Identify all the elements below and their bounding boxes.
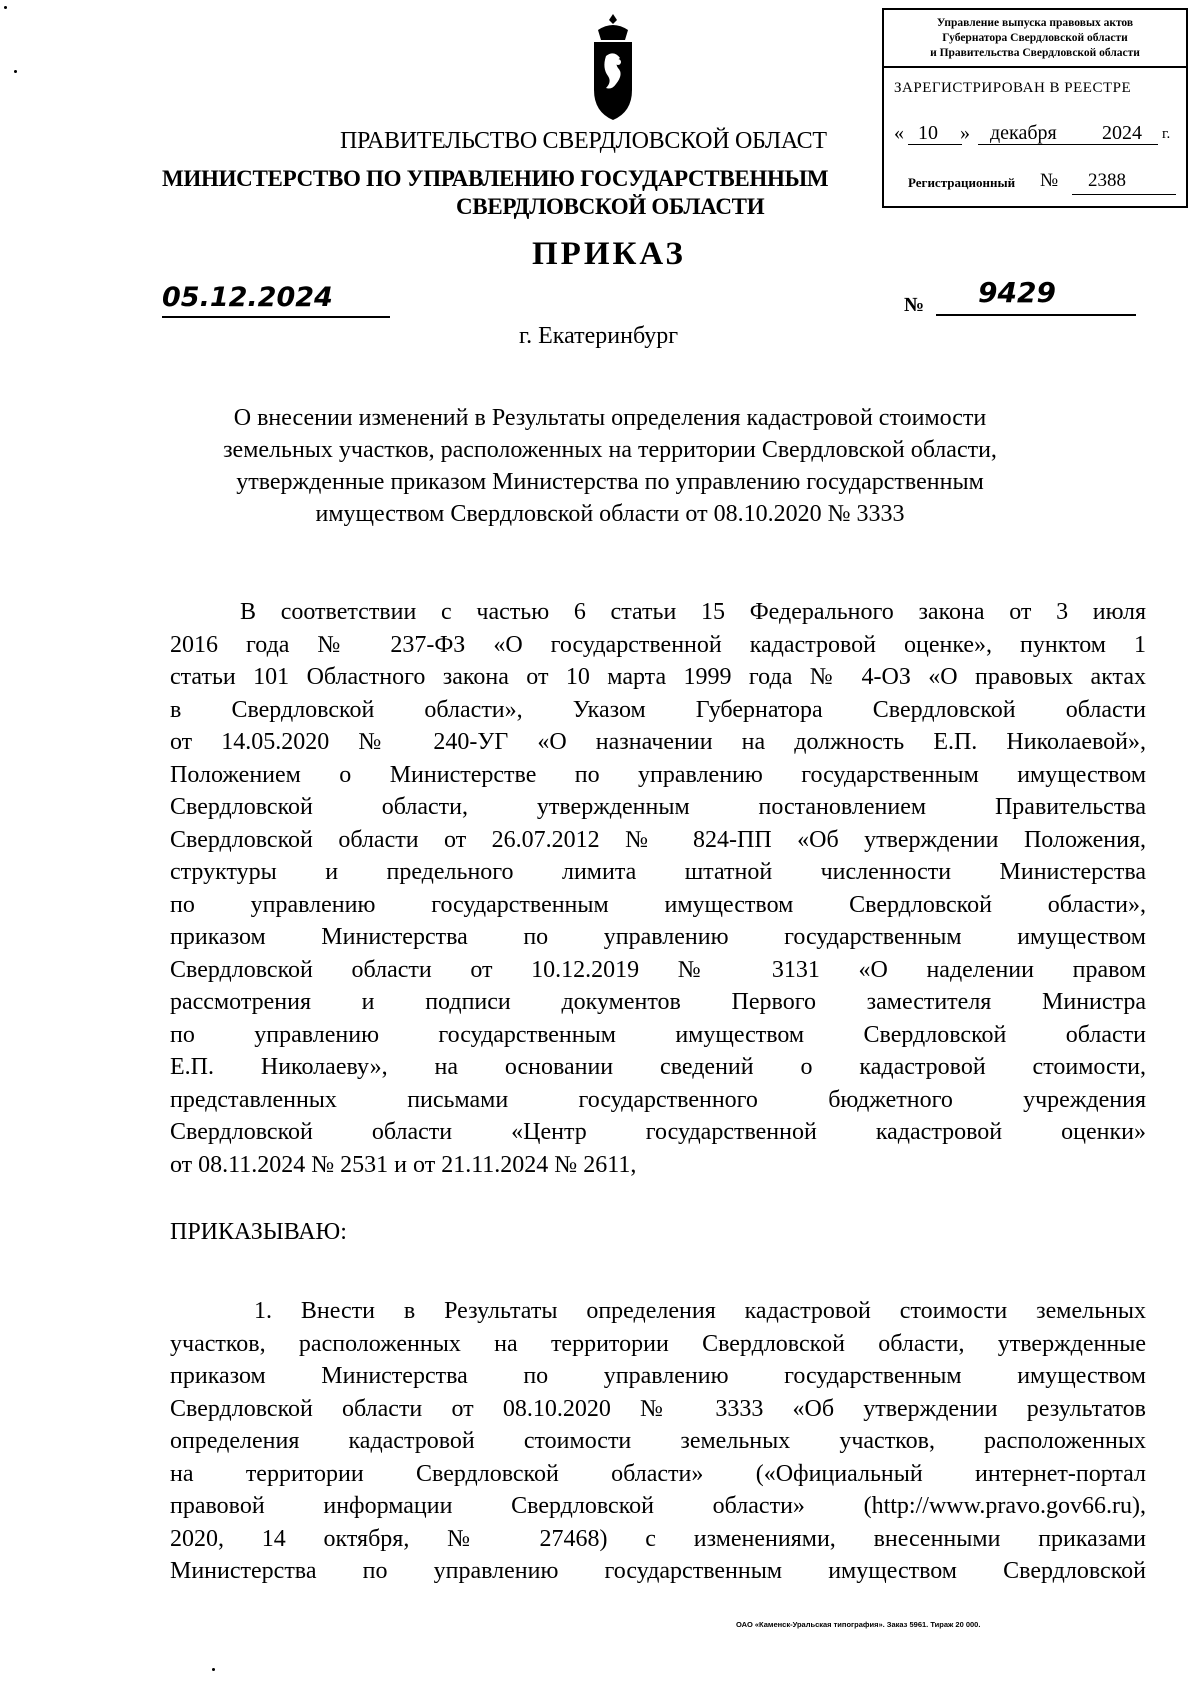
handwritten-order-number: 9429 [936, 276, 1136, 316]
handwritten-date: 05.12.2024 [162, 282, 390, 318]
stamp-registered-text: ЗАРЕГИСТРИРОВАН В РЕЕСТРЕ [894, 80, 1132, 96]
stamp-date [894, 122, 1184, 146]
stamp-issuer-line: Губернатора Свердловской области [942, 32, 1128, 44]
orders-word: ПРИКАЗЫВАЮ: [170, 1219, 347, 1245]
scan-speck [212, 1668, 215, 1671]
preamble-line: по управлению государственным имуществом Свердловской области [170, 1021, 1146, 1048]
printer-imprint: ОАО «Каменск-Уральская типография». Заказ 5961. Тираж 20 000. [736, 1620, 981, 1629]
item-1-line: приказом Министерства по управлению государственным имуществом [170, 1363, 1146, 1389]
preamble-paragraph [170, 596, 1146, 1181]
stamp-regnum-underline [1072, 170, 1176, 195]
subject-line: земельных участков, расположенных на территории Свердловской области, [223, 437, 997, 463]
preamble-line: представленных письмами государственного бюджетного учреждения [170, 1086, 1146, 1113]
coat-of-arms-icon [584, 12, 642, 122]
order-number-label: № [904, 294, 925, 316]
preamble-line: Е.П. Николаеву», на основании сведений о кадастровой стоимости, [170, 1054, 1146, 1080]
city: г. Екатеринбург [519, 323, 679, 349]
subject-line: имуществом Свердловской области от 08.10.2020 № 3333 [315, 501, 905, 527]
stamp-year-underline [1094, 122, 1158, 145]
preamble-line: статьи 101 Областного закона от 10 марта 1999 года № 4-ОЗ «О правовых актах [170, 664, 1146, 690]
item-1-line: Министерства по управлению государственным имуществом Свердловской [170, 1558, 1146, 1584]
stamp-issuer [884, 16, 1186, 61]
stamp-date-open-quote: « [894, 122, 904, 144]
preamble-line: Свердловской области, утвержденным постановлением Правительства [170, 794, 1146, 820]
document-type-title: ПРИКАЗ [532, 236, 686, 272]
preamble-line: В соответствии с частью 6 статьи 15 Федерального закона от 3 июля [240, 599, 1146, 625]
stamp-regnum-label: Регистрационный [908, 175, 1016, 190]
stamp-date-year-suffix: г. [1162, 126, 1171, 142]
preamble-line: рассмотрения и подписи документов Первого заместителя Министра [170, 989, 1146, 1015]
item-1-line: 2020, 14 октября, № 27468) с изменениями, внесенными приказами [170, 1525, 1146, 1552]
preamble-line: по управлению государственным имуществом Свердловской области», [170, 891, 1146, 918]
ministry-title-line2: СВЕРДЛОВСКОЙ ОБЛАСТИ [456, 194, 765, 219]
item-1-line: правовой информации Свердловской области» (http://www.pravo.gov66.ru), [170, 1493, 1146, 1519]
preamble-line: Положением о Министерстве по управлению государственным имуществом [170, 761, 1146, 788]
subject-line: утвержденные приказом Министерства по управлению государственным [236, 469, 984, 495]
stamp-date-day: 10 [918, 122, 938, 144]
stamp-month-underline [978, 122, 1094, 145]
government-title: ПРАВИТЕЛЬСТВО СВЕРДЛОВСКОЙ ОБЛАСТ [340, 128, 827, 154]
item-1-line: Свердловской области от 08.10.2020 № 3333 «Об утверждении результатов [170, 1395, 1146, 1422]
preamble-line: от 08.11.2024 № 2531 и от 21.11.2024 № 2611, [170, 1151, 637, 1178]
preamble-line: в Свердловской области», Указом Губернатора Свердловской области [170, 696, 1146, 723]
preamble-line: структуры и предельного лимита штатной численности Министерства [170, 859, 1146, 885]
ministry-title-line1: МИНИСТЕРСТВО ПО УПРАВЛЕНИЮ ГОСУДАРСТВЕННЫМ [162, 166, 829, 191]
stamp-divider [884, 66, 1186, 68]
preamble-line: от 14.05.2020 № 240-УГ «О назначении на должность Е.П. Николаевой», [170, 729, 1146, 755]
preamble-line: приказом Министерства по управлению государственным имуществом [170, 924, 1146, 950]
item-1-line: 1. Внести в Результаты определения кадастровой стоимости земельных [254, 1298, 1146, 1324]
scan-speck [14, 70, 17, 73]
order-subject [190, 402, 1030, 530]
item-1-paragraph [170, 1295, 1146, 1588]
item-1-line: на территории Свердловской области» («Официальный интернет-портал [170, 1460, 1146, 1487]
scan-speck [4, 6, 7, 9]
item-1-line: участков, расположенных на территории Свердловской области, утвержденные [170, 1330, 1146, 1357]
stamp-day-underline [908, 122, 962, 145]
stamp-registration-number [908, 170, 1178, 196]
preamble-line: Свердловской области «Центр государственной кадастровой оценки» [170, 1119, 1146, 1145]
stamp-regnum-value: 2388 [1088, 170, 1126, 191]
registry-stamp [882, 8, 1188, 208]
preamble-line: Свердловской области от 26.07.2012 № 824-ПП «Об утверждении Положения, [170, 826, 1146, 853]
stamp-date-year: 2024 [1102, 122, 1142, 144]
stamp-regnum-sign: № [1040, 170, 1059, 191]
subject-line: О внесении изменений в Результаты определения кадастровой стоимости [233, 405, 987, 431]
stamp-issuer-line: Управление выпуска правовых актов [936, 17, 1134, 29]
preamble-line: Свердловской области от 10.12.2019 № 3131 «О наделении правом [170, 956, 1146, 983]
stamp-date-close-quote: » [960, 122, 970, 144]
stamp-date-month: декабря [990, 122, 1057, 144]
preamble-line: 2016 года № 237-ФЗ «О государственной кадастровой оценке», пунктом 1 [170, 631, 1146, 658]
item-1-line: определения кадастровой стоимости земельных участков, расположенных [170, 1428, 1146, 1454]
stamp-issuer-line: и Правительства Свердловской области [930, 47, 1140, 59]
